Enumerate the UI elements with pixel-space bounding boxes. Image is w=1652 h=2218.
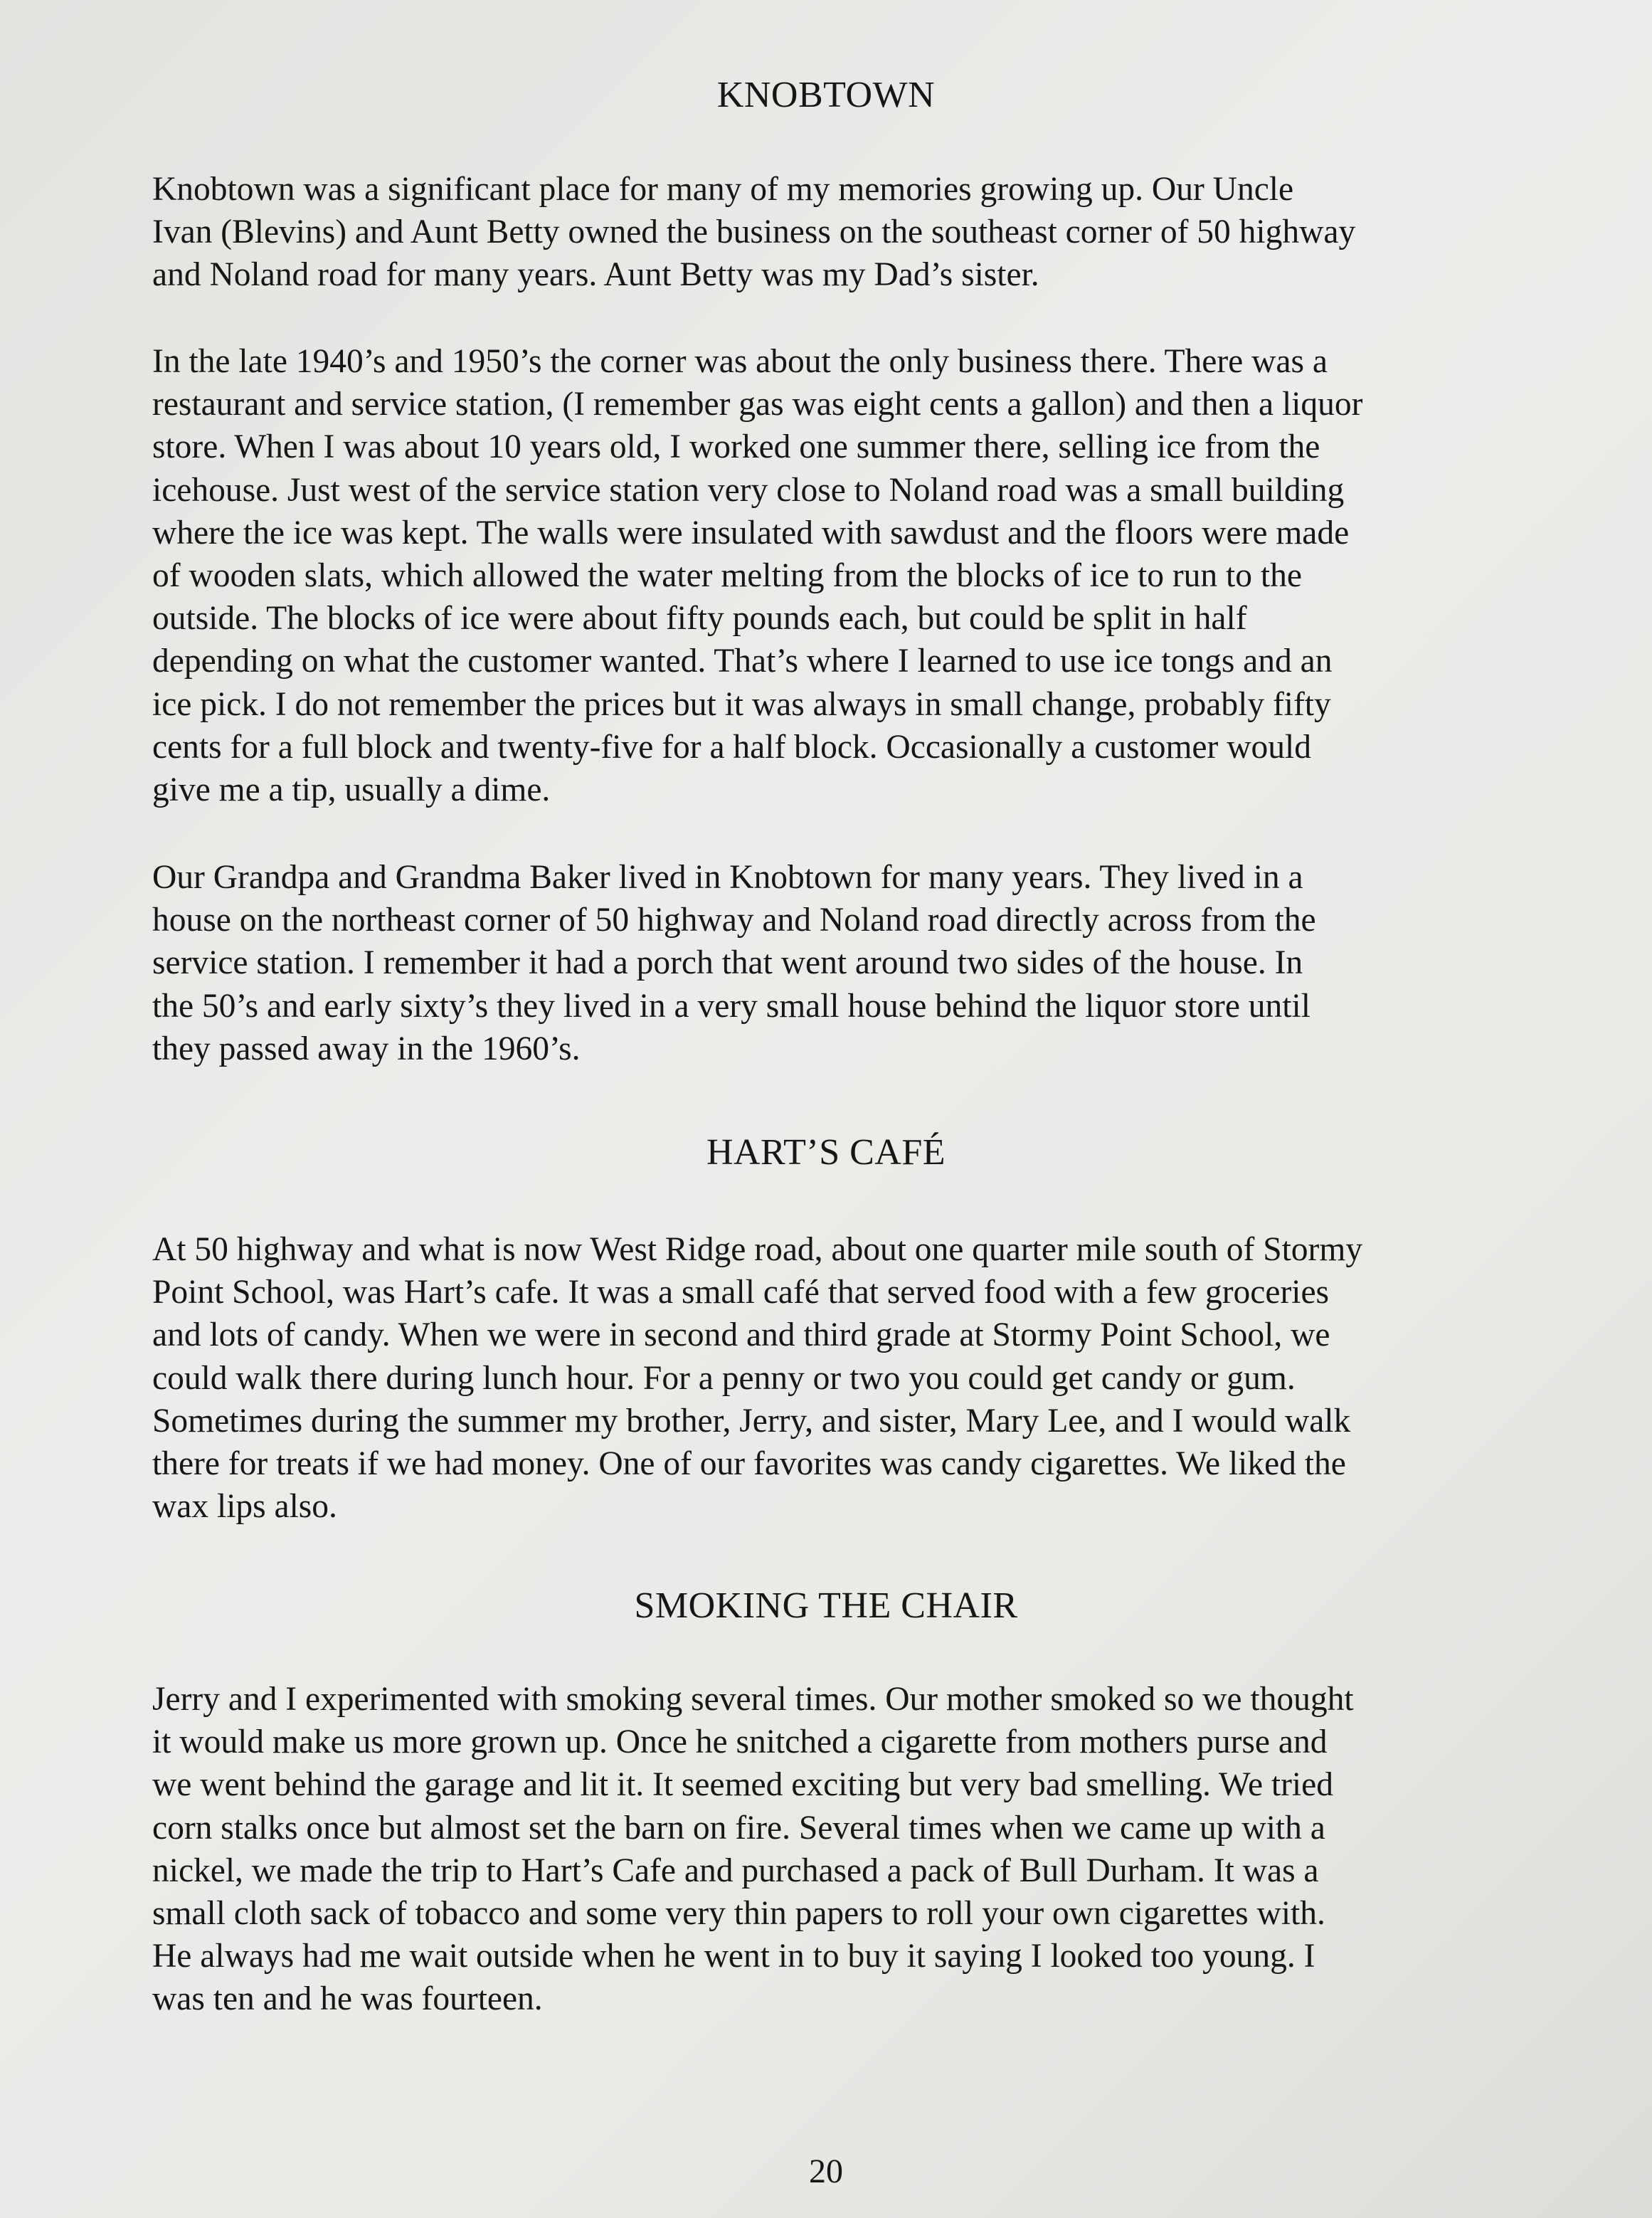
text-line: they passed away in the 1960’s. xyxy=(152,1030,581,1067)
text-line: it would make us more grown up. Once he snitched a cigarette from mothers purse and xyxy=(152,1723,1328,1761)
text-line: ice pick. I do not remember the prices but it was always in small change, probably fifty xyxy=(152,685,1331,723)
text-line: corn stalks once but almost set the barn on fire. Several times when we came up with a xyxy=(152,1809,1325,1847)
text-line: restaurant and service station, (I remember gas was eight cents a gallon) and then a liquor xyxy=(152,386,1363,423)
paragraph-knobtown-2 xyxy=(152,340,1504,811)
text-line: wax lips also. xyxy=(152,1488,337,1526)
text-line: Our Grandpa and Grandma Baker lived in Knobtown for many years. They lived in a xyxy=(152,859,1303,896)
paragraph-knobtown-3 xyxy=(152,856,1504,1070)
paragraph-smoking-1 xyxy=(152,1678,1504,2021)
text-line: In the late 1940’s and 1950’s the corner was about the only business there. There was a xyxy=(152,343,1328,380)
text-line: small cloth sack of tobacco and some very thin papers to roll your own cigarettes with. xyxy=(152,1895,1325,1933)
text-line: Ivan (Blevins) and Aunt Betty owned the business on the southeast corner of 50 highway xyxy=(152,213,1356,251)
paragraph-knobtown-1 xyxy=(152,168,1504,297)
text-line: was ten and he was fourteen. xyxy=(152,1980,543,2018)
text-line: Jerry and I experimented with smoking several times. Our mother smoked so we thought xyxy=(152,1681,1354,1718)
text-line: and Noland road for many years. Aunt Betty was my Dad’s sister. xyxy=(152,256,1039,294)
paragraph-harts-cafe-1 xyxy=(152,1228,1504,1528)
text-line: where the ice was kept. The walls were insulated with sawdust and the floors were made xyxy=(152,514,1350,551)
text-line: At 50 highway and what is now West Ridge road, about one quarter mile south of Stormy xyxy=(152,1231,1363,1268)
text-line: Knobtown was a significant place for many of my memories growing up. Our Uncle xyxy=(152,171,1294,208)
section-heading-knobtown: KNOBTOWN xyxy=(716,75,936,115)
text-line: icehouse. Just west of the service station very close to Noland road was a small building xyxy=(152,471,1345,509)
text-line: house on the northeast corner of 50 highway and Noland road directly across from the xyxy=(152,902,1316,939)
text-line: could walk there during lunch hour. For a penny or two you could get candy or gum. xyxy=(152,1359,1296,1397)
text-line: of wooden slats, which allowed the water melting from the blocks of ice to run to the xyxy=(152,557,1302,595)
text-line: give me a tip, usually a dime. xyxy=(152,771,551,809)
text-line: and lots of candy. When we were in second and third grade at Stormy Point School, we xyxy=(152,1316,1330,1354)
text-line: we went behind the garage and lit it. It seemed exciting but very bad smelling. We tried xyxy=(152,1766,1333,1804)
text-line: the 50’s and early sixty’s they lived in a very small house behind the liquor store until xyxy=(152,987,1311,1025)
section-heading-harts-cafe: HART’S CAFÉ xyxy=(706,1132,946,1173)
page-number: 20 xyxy=(809,2153,843,2190)
text-line: Sometimes during the summer my brother, Jerry, and sister, Mary Lee, and I would walk xyxy=(152,1402,1351,1440)
text-line: cents for a full block and twenty-five for a half block. Occasionally a customer would xyxy=(152,728,1311,766)
text-line: outside. The blocks of ice were about fifty pounds each, but could be split in half xyxy=(152,600,1247,638)
text-line: there for treats if we had money. One of our favorites was candy cigarettes. We liked the xyxy=(152,1445,1346,1483)
text-line: He always had me wait outside when he went in to buy it saying I looked too young. I xyxy=(152,1938,1315,1975)
text-line: service station. I remember it had a porch that went around two sides of the house. In xyxy=(152,944,1303,982)
text-line: store. When I was about 10 years old, I worked one summer there, selling ice from the xyxy=(152,428,1320,466)
text-line: depending on what the customer wanted. That’s where I learned to use ice tongs and an xyxy=(152,643,1333,680)
section-heading-smoking-the-chair: SMOKING THE CHAIR xyxy=(634,1585,1018,1626)
text-line: Point School, was Hart’s cafe. It was a small café that served food with a few groceries xyxy=(152,1274,1330,1311)
text-line: nickel, we made the trip to Hart’s Cafe and purchased a pack of Bull Durham. It was a xyxy=(152,1852,1319,1889)
